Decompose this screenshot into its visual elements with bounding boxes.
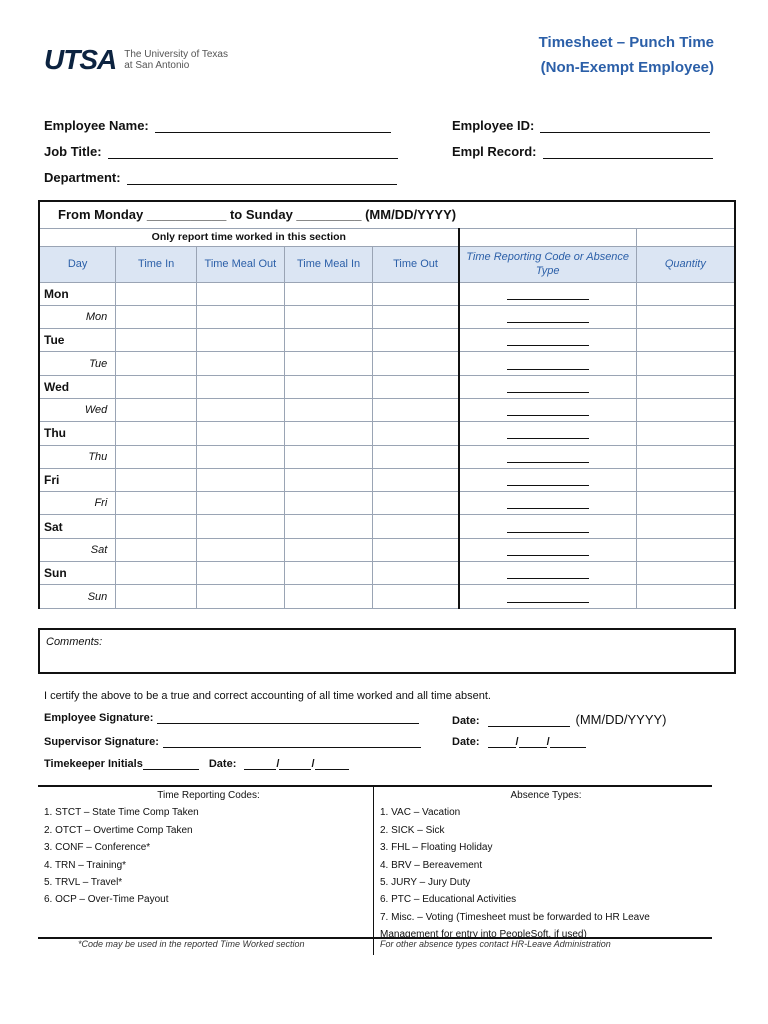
- meal-in-cell[interactable]: [284, 492, 373, 515]
- quantity-cell[interactable]: [636, 585, 735, 608]
- trc-line[interactable]: [507, 521, 589, 533]
- trc-line[interactable]: [507, 497, 589, 509]
- timekeeper-date-month[interactable]: [244, 758, 276, 770]
- meal-out-cell[interactable]: [197, 375, 285, 398]
- absence-item: 5. JURY – Jury Duty: [380, 877, 471, 889]
- day-sub-row: [39, 445, 735, 468]
- trc-cell[interactable]: [459, 329, 637, 352]
- meal-out-cell[interactable]: [197, 515, 285, 538]
- time-out-cell[interactable]: [373, 352, 459, 375]
- time-in-cell[interactable]: [116, 422, 197, 445]
- supervisor-date-day[interactable]: [519, 736, 547, 748]
- time-out-cell[interactable]: [373, 329, 459, 352]
- meal-out-cell[interactable]: [197, 352, 285, 375]
- day-sub-row: [39, 538, 735, 561]
- date-format-hint: (MM/DD/YYYY): [575, 712, 667, 727]
- code-legend: [38, 785, 712, 953]
- day-label: Thu: [39, 422, 116, 445]
- trc-line[interactable]: [507, 288, 589, 300]
- supervisor-signature-line[interactable]: [163, 736, 421, 748]
- trc-cell[interactable]: [459, 538, 637, 561]
- department-line[interactable]: [127, 171, 397, 185]
- meal-in-cell[interactable]: [284, 282, 373, 305]
- time-out-cell[interactable]: [373, 585, 459, 608]
- employee-signature-line[interactable]: [157, 712, 419, 724]
- logo-text: [124, 49, 228, 71]
- trc-line[interactable]: [507, 334, 589, 346]
- meal-in-cell[interactable]: [284, 398, 373, 421]
- employee-id-label: Employee ID:: [452, 118, 535, 133]
- col-time-out: Time Out: [373, 246, 459, 282]
- day-label: Wed: [39, 375, 116, 398]
- absence-item: 2. SICK – Sick: [380, 824, 445, 836]
- employee-date-line[interactable]: [488, 715, 570, 727]
- form-title-line-2: (Non-Exempt Employee): [540, 59, 714, 76]
- employee-id-field[interactable]: [452, 118, 710, 133]
- day-label: Sat: [39, 515, 116, 538]
- trc-cell[interactable]: [459, 422, 637, 445]
- meal-in-cell[interactable]: [284, 515, 373, 538]
- time-out-cell[interactable]: [373, 515, 459, 538]
- qty-spacer: [636, 228, 735, 246]
- meal-out-cell[interactable]: [197, 538, 285, 561]
- quantity-cell[interactable]: [636, 445, 735, 468]
- supervisor-date-year[interactable]: [550, 736, 586, 748]
- trc-line[interactable]: [507, 474, 589, 486]
- trc-item: 6. OCP – Over-Time Payout: [44, 894, 169, 906]
- day-sub-label: Sun: [39, 585, 116, 608]
- day-sub-label: Tue: [39, 352, 116, 375]
- logo-line-2: at San Antonio: [124, 60, 190, 71]
- col-trc: Time Reporting Code or Absence Type: [459, 246, 637, 282]
- date-slash: /: [515, 736, 519, 748]
- meal-in-cell[interactable]: [284, 585, 373, 608]
- trc-line[interactable]: [507, 311, 589, 323]
- time-in-cell[interactable]: [116, 329, 197, 352]
- quantity-cell[interactable]: [636, 538, 735, 561]
- day-sub-row: [39, 305, 735, 328]
- meal-in-cell[interactable]: [284, 352, 373, 375]
- certification-statement: I certify the above to be a true and correct accounting of all time worked and all time absent.: [44, 690, 491, 702]
- comments-label: Comments:: [46, 636, 103, 648]
- quantity-cell[interactable]: [636, 352, 735, 375]
- timekeeper-label: Timekeeper Initials: [44, 758, 143, 770]
- timesheet-table: [38, 200, 736, 609]
- empl-record-field[interactable]: [452, 144, 713, 159]
- day-row: [39, 562, 735, 585]
- col-meal-in: Time Meal In: [284, 246, 373, 282]
- time-out-cell[interactable]: [373, 398, 459, 421]
- meal-in-cell[interactable]: [284, 305, 373, 328]
- day-row: [39, 515, 735, 538]
- trc-footnote: *Code may be used in the reported Time Worked section: [78, 939, 305, 949]
- meal-in-cell[interactable]: [284, 422, 373, 445]
- day-label: Tue: [39, 329, 116, 352]
- quantity-cell[interactable]: [636, 468, 735, 491]
- timekeeper-date-label: Date:: [208, 758, 237, 770]
- meal-out-cell[interactable]: [197, 492, 285, 515]
- absence-title: Absence Types:: [510, 790, 582, 801]
- trc-item: 3. CONF – Conference*: [44, 842, 151, 854]
- time-out-cell[interactable]: [373, 375, 459, 398]
- logo-line-1: The University of Texas: [124, 49, 228, 60]
- comments-box[interactable]: [38, 628, 736, 674]
- col-quantity: Quantity: [636, 246, 735, 282]
- trc-line[interactable]: [507, 567, 589, 579]
- time-in-cell[interactable]: [116, 585, 197, 608]
- meal-out-cell[interactable]: [197, 329, 285, 352]
- day-label: Sun: [39, 562, 116, 585]
- empl-record-label: Empl Record:: [452, 144, 537, 159]
- time-in-cell[interactable]: [116, 515, 197, 538]
- timekeeper-field[interactable]: [44, 758, 349, 770]
- time-in-cell[interactable]: [116, 398, 197, 421]
- supervisor-date-field[interactable]: [452, 736, 586, 748]
- time-out-cell[interactable]: [373, 422, 459, 445]
- day-sub-label: Wed: [39, 398, 116, 421]
- job-title-line[interactable]: [108, 145, 398, 159]
- meal-in-cell[interactable]: [284, 468, 373, 491]
- meal-out-cell[interactable]: [197, 445, 285, 468]
- trc-cell[interactable]: [459, 375, 637, 398]
- day-sub-row: [39, 492, 735, 515]
- supervisor-signature-label: Supervisor Signature:: [44, 736, 159, 748]
- trc-line[interactable]: [507, 451, 589, 463]
- week-range-row[interactable]: From Monday ___________ to Sunday _________ (MM/DD/YYYY): [39, 201, 735, 228]
- time-out-cell[interactable]: [373, 468, 459, 491]
- trc-cell[interactable]: [459, 515, 637, 538]
- quantity-cell[interactable]: [636, 422, 735, 445]
- date-slash: /: [546, 736, 550, 748]
- meal-out-cell[interactable]: [197, 282, 285, 305]
- day-row: [39, 375, 735, 398]
- time-out-cell[interactable]: [373, 492, 459, 515]
- time-in-cell[interactable]: [116, 562, 197, 585]
- trc-cell[interactable]: [459, 305, 637, 328]
- day-sub-row: [39, 352, 735, 375]
- trc-cell[interactable]: [459, 445, 637, 468]
- day-row: [39, 282, 735, 305]
- quantity-cell[interactable]: [636, 329, 735, 352]
- time-out-cell[interactable]: [373, 445, 459, 468]
- trc-line[interactable]: [507, 427, 589, 439]
- absence-item: 3. FHL – Floating Holiday: [380, 842, 493, 854]
- trc-line[interactable]: [507, 591, 589, 603]
- timekeeper-date-year[interactable]: [315, 758, 349, 770]
- trc-cell[interactable]: [459, 468, 637, 491]
- time-in-cell[interactable]: [116, 492, 197, 515]
- supervisor-signature-field[interactable]: [44, 736, 421, 748]
- day-label: Mon: [39, 282, 116, 305]
- trc-cell[interactable]: [459, 585, 637, 608]
- absence-item: 6. PTC – Educational Activities: [380, 894, 517, 906]
- timekeeper-date-day[interactable]: [279, 758, 311, 770]
- time-in-cell[interactable]: [116, 468, 197, 491]
- quantity-cell[interactable]: [636, 492, 735, 515]
- department-field[interactable]: [44, 170, 397, 185]
- trc-cell[interactable]: [459, 398, 637, 421]
- quantity-cell[interactable]: [636, 282, 735, 305]
- timekeeper-initials-line[interactable]: [143, 758, 199, 770]
- absence-footnote: For other absence types contact HR-Leave Administration: [380, 939, 611, 949]
- trc-cell[interactable]: [459, 352, 637, 375]
- day-sub-label: Thu: [39, 445, 116, 468]
- absence-item: 1. VAC – Vacation: [380, 807, 461, 819]
- meal-in-cell[interactable]: [284, 375, 373, 398]
- logo-mark: UTSA: [44, 44, 117, 75]
- time-in-cell[interactable]: [116, 375, 197, 398]
- meal-out-cell[interactable]: [197, 422, 285, 445]
- employee-signature-label: Employee Signature:: [44, 712, 154, 724]
- date-slash: /: [311, 758, 315, 770]
- form-title: [539, 30, 714, 80]
- employee-name-label: Employee Name:: [44, 118, 149, 133]
- absence-item: 7. Misc. – Voting (Timesheet must be forwarded to HR Leave: [380, 911, 650, 923]
- meal-out-cell[interactable]: [197, 585, 285, 608]
- quantity-cell[interactable]: [636, 562, 735, 585]
- col-time-in: Time In: [116, 246, 197, 282]
- trc-spacer: [459, 228, 637, 246]
- trc-line[interactable]: [507, 404, 589, 416]
- trc-line[interactable]: [507, 544, 589, 556]
- trc-item: 5. TRVL – Travel*: [44, 877, 123, 889]
- job-title-field[interactable]: [44, 144, 398, 159]
- employee-date-field[interactable]: [452, 712, 667, 727]
- meal-in-cell[interactable]: [284, 562, 373, 585]
- time-in-cell[interactable]: [116, 352, 197, 375]
- quantity-cell[interactable]: [636, 398, 735, 421]
- meal-in-cell[interactable]: [284, 538, 373, 561]
- meal-out-cell[interactable]: [197, 305, 285, 328]
- time-out-cell[interactable]: [373, 562, 459, 585]
- day-row: [39, 422, 735, 445]
- day-label: Fri: [39, 468, 116, 491]
- employee-id-line[interactable]: [540, 119, 710, 133]
- form-title-line-1: Timesheet – Punch Time: [538, 34, 714, 51]
- time-in-cell[interactable]: [116, 282, 197, 305]
- day-sub-label: Mon: [39, 305, 116, 328]
- time-out-cell[interactable]: [373, 305, 459, 328]
- day-row: [39, 468, 735, 491]
- trc-title: Time Reporting Codes:: [157, 790, 260, 801]
- absence-item: Management for entry into PeopleSoft, if used): [380, 929, 587, 941]
- quantity-cell[interactable]: [636, 375, 735, 398]
- trc-item: 2. OTCT – Overtime Comp Taken: [44, 824, 193, 836]
- day-sub-label: Sat: [39, 538, 116, 561]
- col-day: Day: [39, 246, 116, 282]
- absence-list: [380, 804, 712, 943]
- day-sub-row: [39, 398, 735, 421]
- absence-column: [374, 787, 712, 955]
- trc-line[interactable]: [507, 358, 589, 370]
- trc-item: 1. STCT – State Time Comp Taken: [44, 807, 199, 819]
- absence-item: 4. BRV – Bereavement: [380, 859, 483, 871]
- trc-list: [44, 804, 373, 908]
- meal-in-cell[interactable]: [284, 329, 373, 352]
- meal-in-cell[interactable]: [284, 445, 373, 468]
- meal-out-cell[interactable]: [197, 398, 285, 421]
- day-sub-row: [39, 585, 735, 608]
- empl-record-line[interactable]: [543, 145, 713, 159]
- time-out-cell[interactable]: [373, 538, 459, 561]
- day-rows: [39, 282, 735, 608]
- trc-line[interactable]: [507, 381, 589, 393]
- department-label: Department:: [44, 170, 121, 185]
- trc-column: [38, 787, 374, 955]
- time-in-cell[interactable]: [116, 305, 197, 328]
- utsa-logo: [44, 44, 228, 76]
- supervisor-date-label: Date:: [452, 736, 480, 748]
- trc-cell[interactable]: [459, 562, 637, 585]
- quantity-cell[interactable]: [636, 515, 735, 538]
- meal-out-cell[interactable]: [197, 468, 285, 491]
- trc-cell[interactable]: [459, 492, 637, 515]
- trc-cell[interactable]: [459, 282, 637, 305]
- day-sub-label: Fri: [39, 492, 116, 515]
- employee-date-label: Date:: [452, 715, 480, 727]
- col-meal-out: Time Meal Out: [197, 246, 285, 282]
- trc-item: 4. TRN – Training*: [44, 859, 127, 871]
- job-title-label: Job Title:: [44, 144, 102, 159]
- only-report-note: Only report time worked in this section: [39, 228, 459, 246]
- time-in-cell[interactable]: [116, 445, 197, 468]
- employee-name-field[interactable]: [44, 118, 391, 133]
- meal-out-cell[interactable]: [197, 562, 285, 585]
- day-row: [39, 329, 735, 352]
- quantity-cell[interactable]: [636, 305, 735, 328]
- time-out-cell[interactable]: [373, 282, 459, 305]
- date-slash: /: [276, 758, 280, 770]
- supervisor-date-month[interactable]: [488, 736, 516, 748]
- time-in-cell[interactable]: [116, 538, 197, 561]
- employee-name-line[interactable]: [155, 119, 391, 133]
- employee-signature-field[interactable]: [44, 712, 419, 724]
